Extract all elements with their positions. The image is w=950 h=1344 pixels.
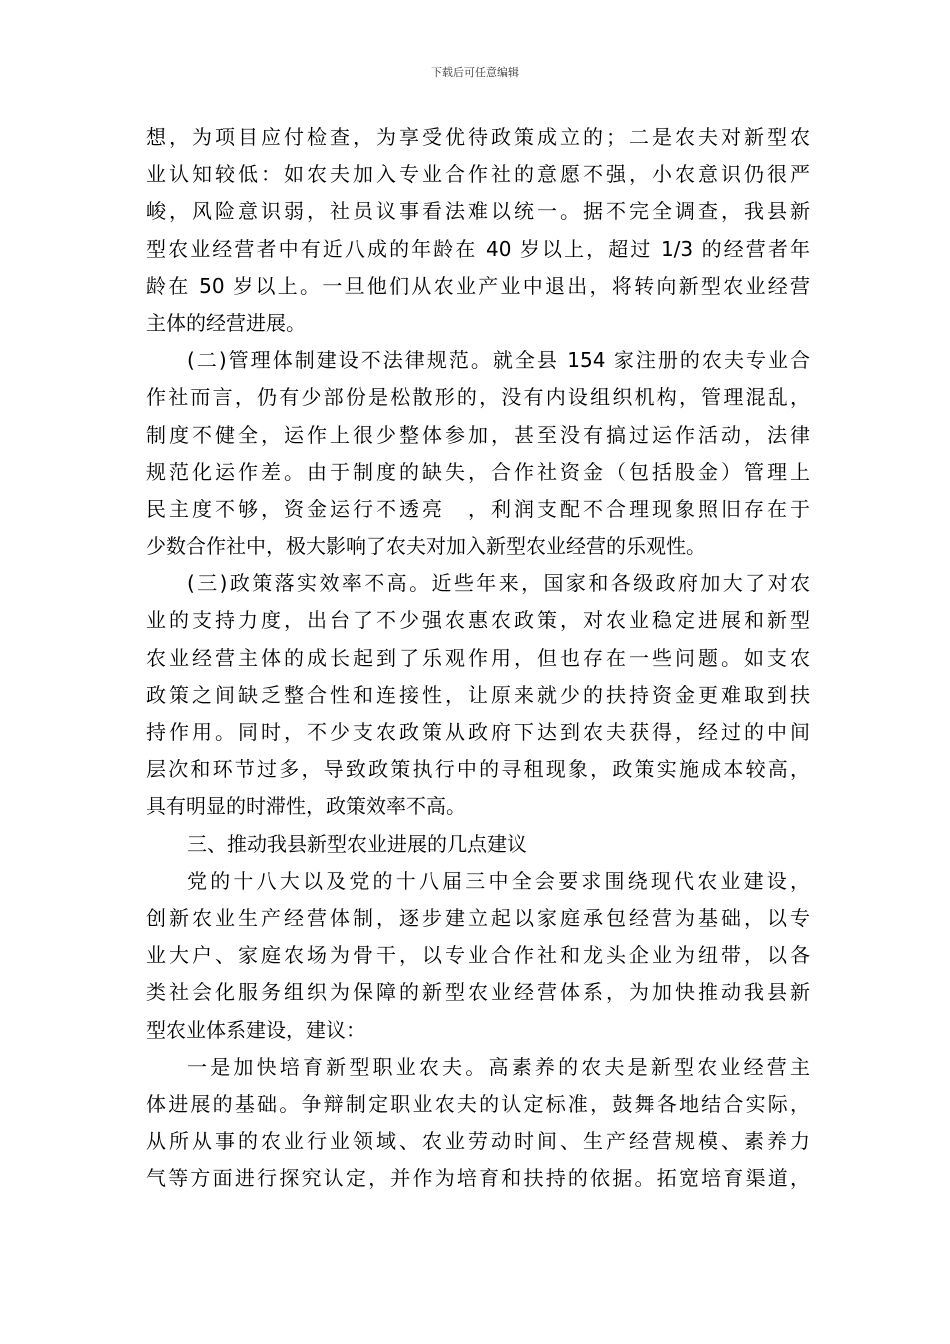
text-line: 业大户、家庭农场为骨干，以专业合作社和龙头企业为纽带，以各	[146, 943, 810, 968]
text-line: 少数合作社中，极大影响了农夫对加入新型农业经营的乐观性。	[146, 534, 706, 559]
text-line: 制度不健全，运作上很少整体参加，甚至没有搞过运作活动，法律	[146, 422, 810, 447]
text-line: 创新农业生产经营体制，逐步建立起以家庭承包经营为基础，以专	[146, 905, 810, 930]
text-line: (三)政策落实效率不高。近些年来，国家和各级政府加大了对农	[187, 571, 810, 596]
text-line: 体进展的基础。争辩制定职业农夫的认定标准，鼓舞各地结合实际，	[146, 1091, 810, 1116]
text-line: 峻，风险意识弱，社员议事看法难以统一。据不完全调查，我县新	[146, 199, 810, 224]
page-header: 下载后可任意编辑	[431, 66, 519, 79]
text-line: 层次和环节过多，导致政策执行中的寻租现象，政策实施成本较高，	[146, 757, 810, 782]
text-line: 类社会化服务组织为保障的新型农业经营体系，为加快推动我县新	[146, 980, 810, 1005]
text-line: (二)管理体制建设不法律规范。就全县 154 家注册的农夫专业合	[187, 348, 810, 373]
document-body	[146, 119, 810, 1197]
text-line: 龄在 50 岁以上。一旦他们从农业产业中退出，将转向新型农业经营	[146, 273, 810, 298]
text-line: 三、推动我县新型农业进展的几点建议	[187, 831, 527, 856]
text-line: 想，为项目应付检查，为享受优待政策成立的；二是农夫对新型农	[146, 125, 810, 149]
text-line: 气等方面进行探究认定，并作为培育和扶持的依据。拓宽培育渠道，	[146, 1166, 810, 1191]
text-line: 民主度不够，资金运行不透亮 ，利润支配不合理现象照旧存在于	[146, 496, 810, 521]
text-line: 党的十八大以及党的十八届三中全会要求围绕现代农业建设，	[187, 868, 810, 893]
text-line: 政策之间缺乏整合性和连接性，让原来就少的扶持资金更难取到扶	[146, 682, 810, 707]
text-line: 作社而言，仍有少部份是松散形的，没有内设组织机构，管理混乱，	[146, 385, 810, 410]
text-line: 型农业体系建设，建议：	[146, 1017, 366, 1042]
text-line: 一是加快培育新型职业农夫。高素养的农夫是新型农业经营主	[187, 1054, 810, 1079]
text-line: 主体的经营进展。	[146, 310, 306, 335]
text-line: 持作用。同时，不少支农政策从政府下达到农夫获得，经过的中间	[146, 720, 810, 744]
text-line: 型农业经营者中有近八成的年龄在 40 岁以上，超过 1/3 的经营者年	[146, 236, 810, 261]
text-line: 规范化运作差。由于制度的缺失，合作社资金（包括股金）管理上	[146, 459, 810, 484]
text-line: 具有明显的时滞性，政策效率不高。	[146, 794, 466, 819]
text-line: 业认知较低：如农夫加入专业合作社的意愿不强，小农意识仍很严	[146, 162, 810, 187]
text-line: 业的支持力度，出台了不少强农惠农政策，对农业稳定进展和新型	[146, 608, 810, 633]
text-line: 农业经营主体的成长起到了乐观作用，但也存在一些问题。如支农	[146, 645, 810, 670]
text-line: 从所从事的农业行业领域、农业劳动时间、生产经营规模、素养力	[146, 1129, 810, 1154]
